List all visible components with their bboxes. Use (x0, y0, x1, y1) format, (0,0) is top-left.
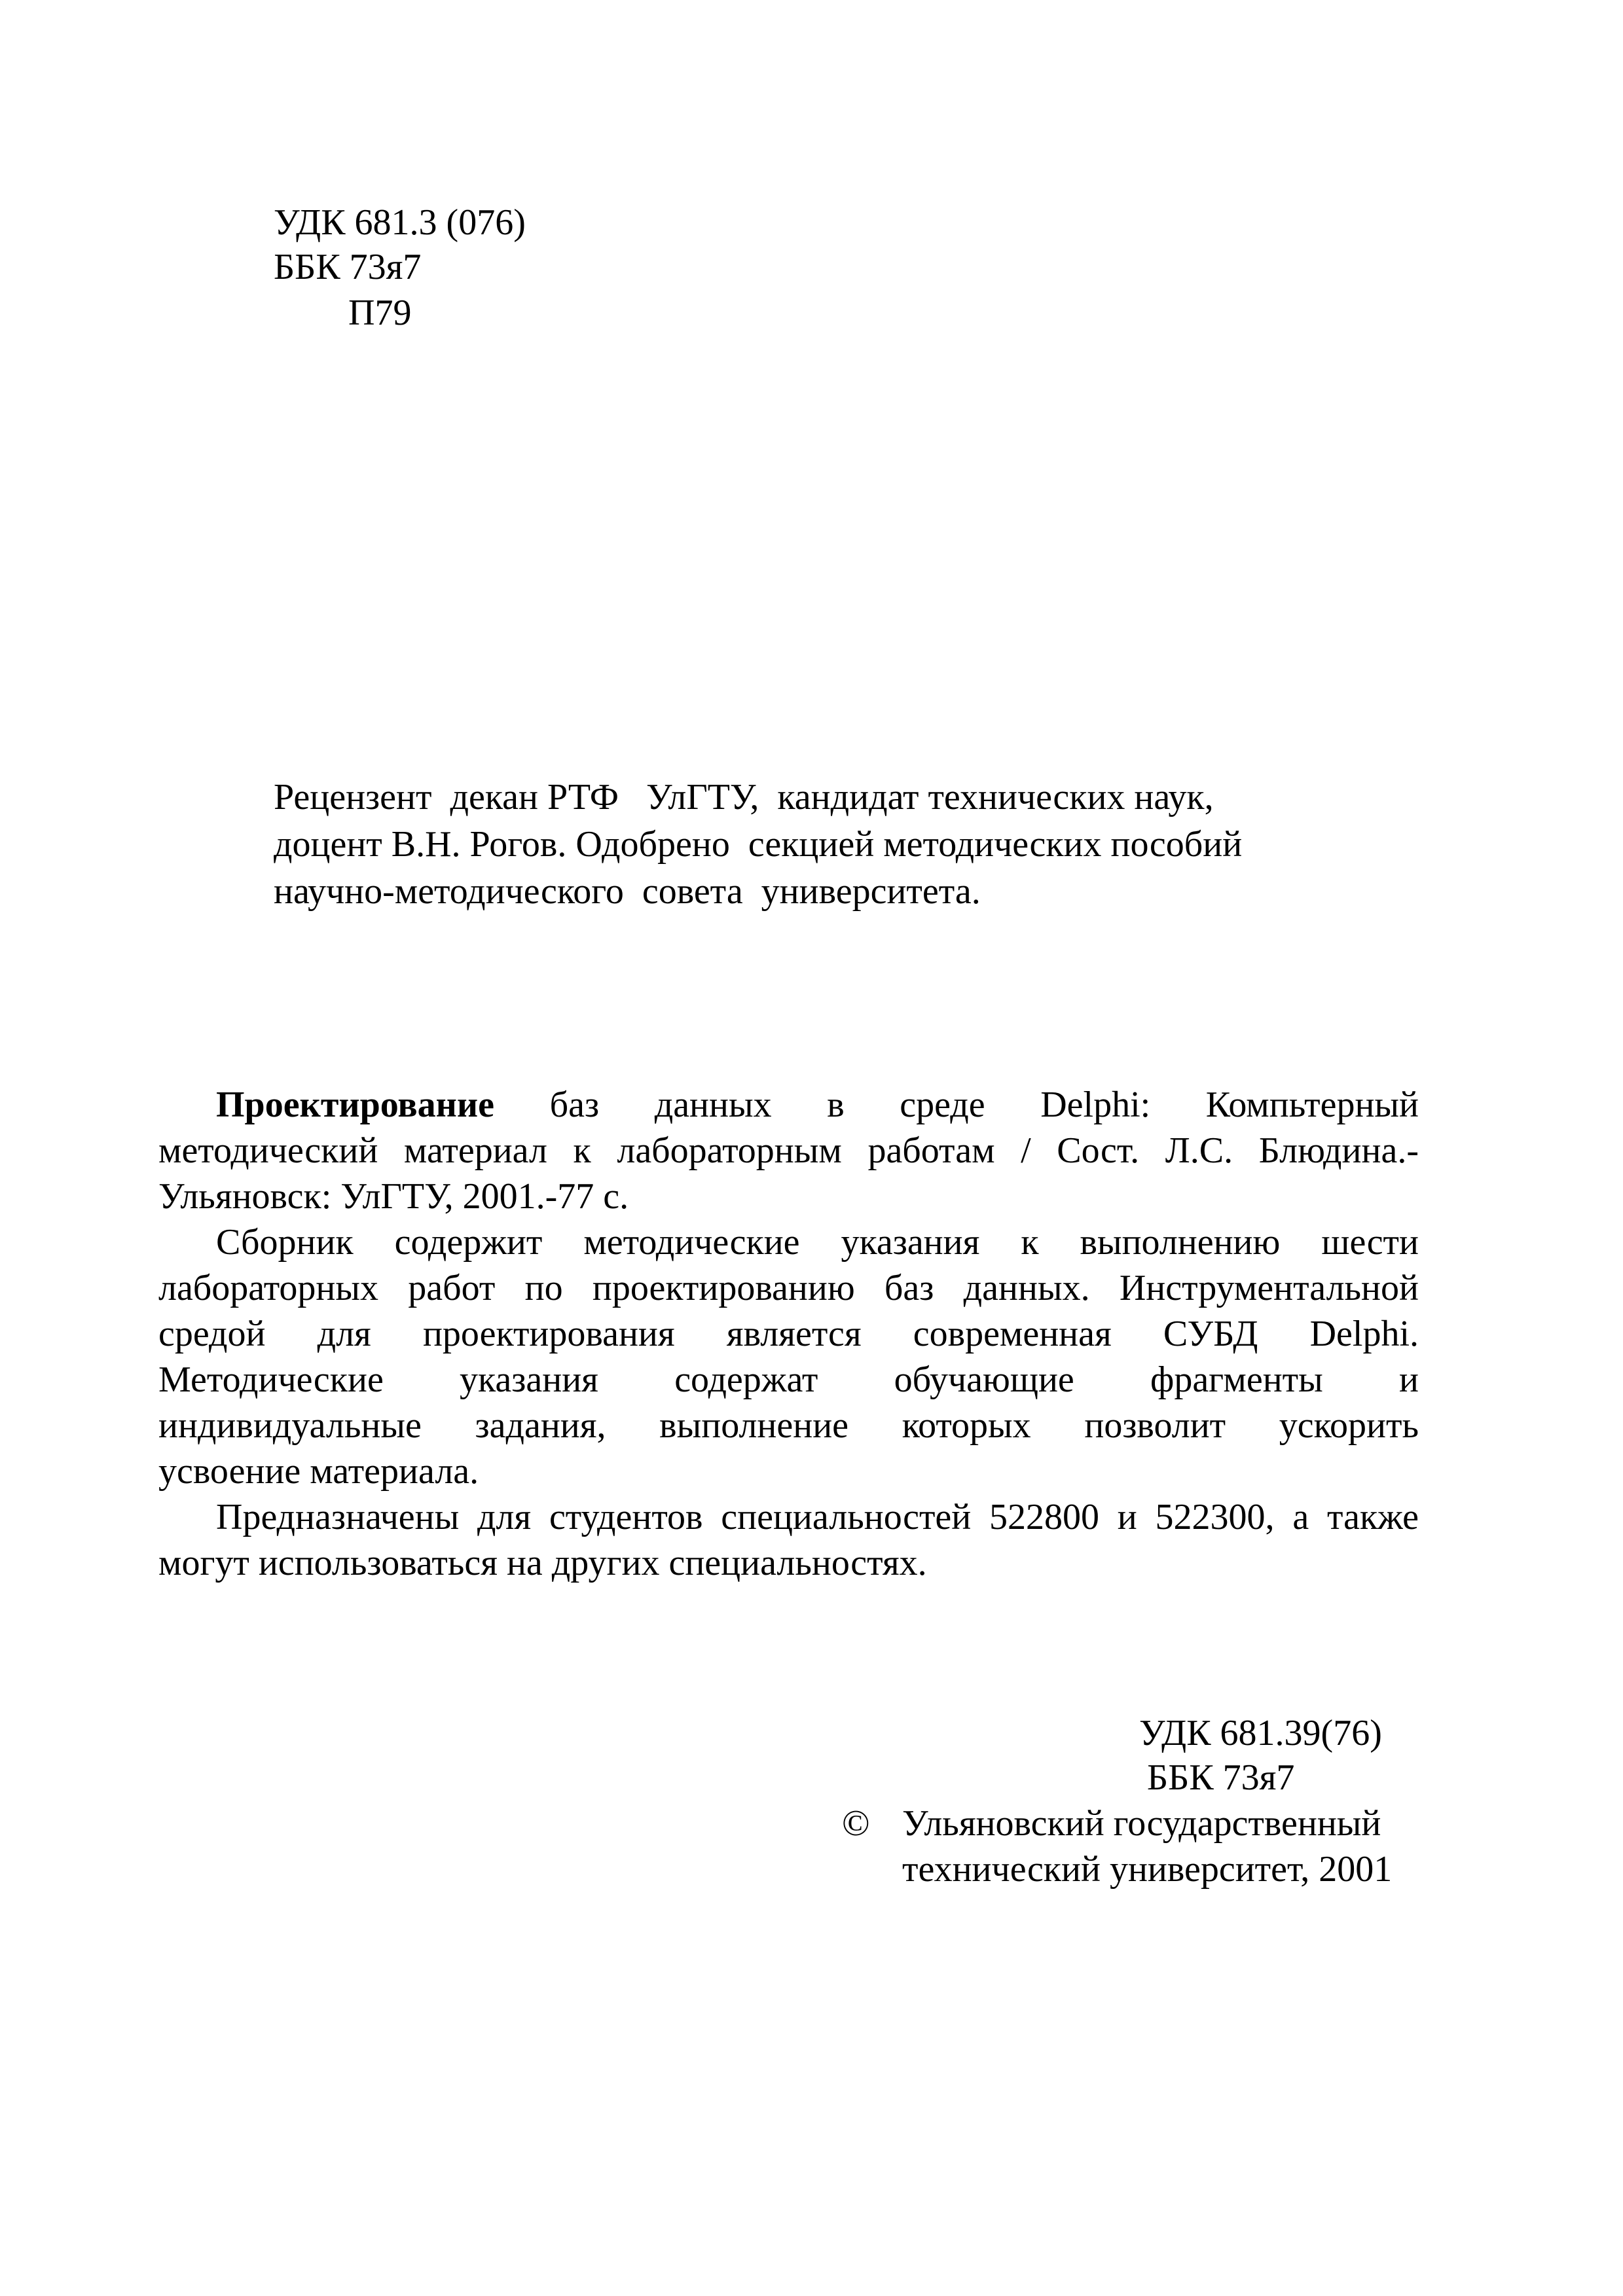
annotation-p1-line-3: Ульяновск: УлГТУ, 2001.-77 с. (158, 1176, 629, 1217)
annotation-p2-line-1: Сборник содержит методические указания к выполнению шести (216, 1222, 1419, 1263)
annotation-p3-line-2: могут использоваться на других специальностях. (158, 1543, 927, 1583)
annotation-p2-line-4: Методические указания содержат обучающие фрагменты и (158, 1359, 1419, 1400)
copyright-symbol: © (842, 1803, 870, 1844)
annotation-p2-line-5: индивидуальные задания, выполнение которых позволит ускорить (158, 1405, 1419, 1446)
bbk-code-top: ББК 73я7 (274, 247, 422, 287)
annotation-p3-line-1: Предназначены для студентов специальностей 522800 и 522300, а также (216, 1497, 1419, 1537)
review-line-3: научно-методического совета университета. (274, 871, 981, 912)
annotation-p2-line-2: лабораторных работ по проектированию баз данных. Инструментальной (158, 1268, 1419, 1308)
review-line-1: Рецензент декан РТФ УлГТУ, кандидат технических наук, (274, 777, 1214, 817)
annotation-title-bold: Проектирование (216, 1085, 494, 1125)
annotation-p1-line-1-rest: баз данных в среде Delphi: Компьтерный (549, 1085, 1419, 1125)
annotation-p1-line-1 (216, 1086, 1419, 1123)
udk-code-bottom: УДК 681.39(76) (1139, 1713, 1382, 1753)
udk-code-top: УДК 681.3 (076) (274, 202, 526, 243)
copyright-line-2: технический университет, 2001 (902, 1849, 1393, 1890)
author-code: П79 (348, 293, 412, 333)
annotation-p1-line-2: методический материал к лабораторным работам / Сост. Л.С. Блюдина.- (158, 1130, 1419, 1171)
bbk-code-bottom: ББК 73я7 (1147, 1757, 1295, 1798)
annotation-p2-line-6: усвоение материала. (158, 1451, 479, 1492)
copyright-line-1: Ульяновский государственный (902, 1803, 1381, 1844)
review-line-2: доцент В.Н. Рогов. Одобрено секцией методических пособий (274, 824, 1243, 865)
annotation-p2-line-3: средой для проектирования является современная СУБД Delphi. (158, 1314, 1419, 1354)
